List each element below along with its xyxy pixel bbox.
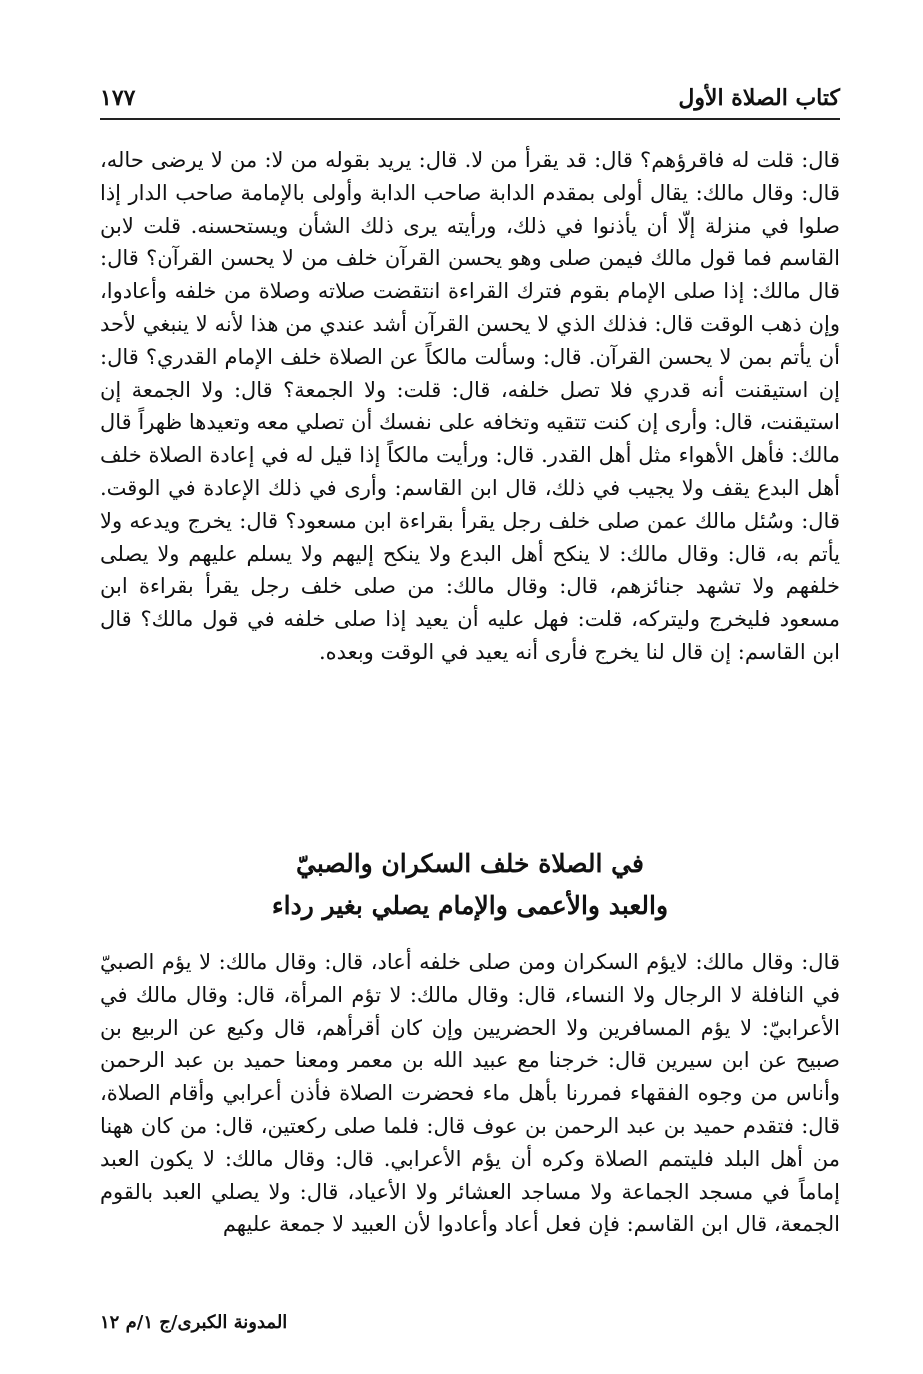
- body-paragraph-1: قال: قلت له فاقرؤهم؟ قال: قد يقرأ من لا. قال: يريد بقوله من لا: من لا يرضى حاله، قال: وقال مالك: يقال أولى بمقدم الدابة صاحب الدابة وأولى بالإمامة صاحب الدار إذا صلوا في منزلة إلّا أن يأذنوا في ذلك، ورأيته يرى ذلك الشأن ويستحسنه. قلت لابن القاسم فما قول مالك فيمن صلى وهو يحسن القرآن خلف من لا يحسن القرآن؟ قال: قال مالك: إذا صلى الإمام بقوم فترك القراءة انتقضت صلاته وصلاة من خلفه وأعادوا، وإن ذهب الوقت قال: فذلك الذي لا يحسن القرآن أشد عندي من هذا لأنه لا ينبغي لأحد أن يأتم بمن لا يحسن القرآن. قال: وسألت مالكاً عن الصلاة خلف الإمام القدري؟ قال: إن استيقنت أنه قدري فلا تصل خلفه، قال: قلت: ولا الجمعة؟ قال: ولا الجمعة إن استيقنت، قال: وأرى إن كنت تتقيه وتخافه على نفسك أن تصلي معه وتعيدها ظهراً قال مالك: فأهل الأهواء مثل أهل القدر. قال: ورأيت مالكاً إذا قيل له في إعادة الصلاة خلف أهل البدع يقف ولا يجيب في ذلك، قال ابن القاسم: وأرى في ذلك الإعادة في الوقت. قال: وسُئل مالك عمن صلى خلف رجل يقرأ بقراءة ابن مسعود؟ قال: يخرج ويدعه ولا يأتم به، قال: وقال مالك: لا ينكح أهل البدع ولا ينكح إليهم ولا يسلم عليهم ولا يصلى خلفهم ولا تشهد جنائزهم، قال: وقال مالك: من صلى خلف رجل يقرأ بقراءة ابن مسعود فليخرج وليتركه، قلت: فهل عليه أن يعيد إذا صلى خلفه في قول مالك؟ قال ابن القاسم: إن قال لنا يخرج فأرى أنه يعيد في الوقت وبعده.: [100, 148, 840, 664]
- header-divider: [100, 118, 840, 120]
- section-heading-line-2: والعبد والأعمى والإمام يصلي بغير رداء: [271, 891, 669, 920]
- running-header: [100, 80, 840, 116]
- signature-mark: المدونة الكبرى/ج ١/م ١٢: [100, 1312, 288, 1333]
- page-number: ١٧٧: [100, 85, 136, 111]
- section-heading-line-1: في الصلاة خلف السكران والصبيّ: [296, 849, 644, 878]
- body-paragraph-2: قال: وقال مالك: لايؤم السكران ومن صلى خلفه أعاد، قال: وقال مالك: لا يؤم الصبيّ في النافلة لا الرجال ولا النساء، قال: وقال مالك: لا تؤم المرأة، قال: وقال مالك في الأعرابيّ: لا يؤم المسافرين ولا الحضريين وإن كان أقرأهم، قال وكيع عن الربيع بن صبيح عن ابن سيرين قال: خرجنا مع عبيد الله بن معمر ومعنا حميد بن عبد الرحمن وأناس من وجوه الفقهاء فمررنا بأهل ماء فحضرت الصلاة فأذن أعرابي وأقام الصلاة، قال: فتقدم حميد بن عبد الرحمن بن عوف قال: فلما صلى ركعتين، قال: من كان ههنا من أهل البلد فليتمم الصلاة وكره أن يؤم الأعرابي. قال: وقال مالك: لا يكون العبد إماماً في مسجد الجماعة ولا مساجد العشائر ولا الأعياد، قال: ولا يصلي العبد بالقوم الجمعة، قال ابن القاسم: فإن فعل أعاد وأعادوا لأن العبيد لا جمعة عليهم: [100, 950, 840, 1237]
- running-header-title: كتاب الصلاة الأول: [678, 85, 840, 111]
